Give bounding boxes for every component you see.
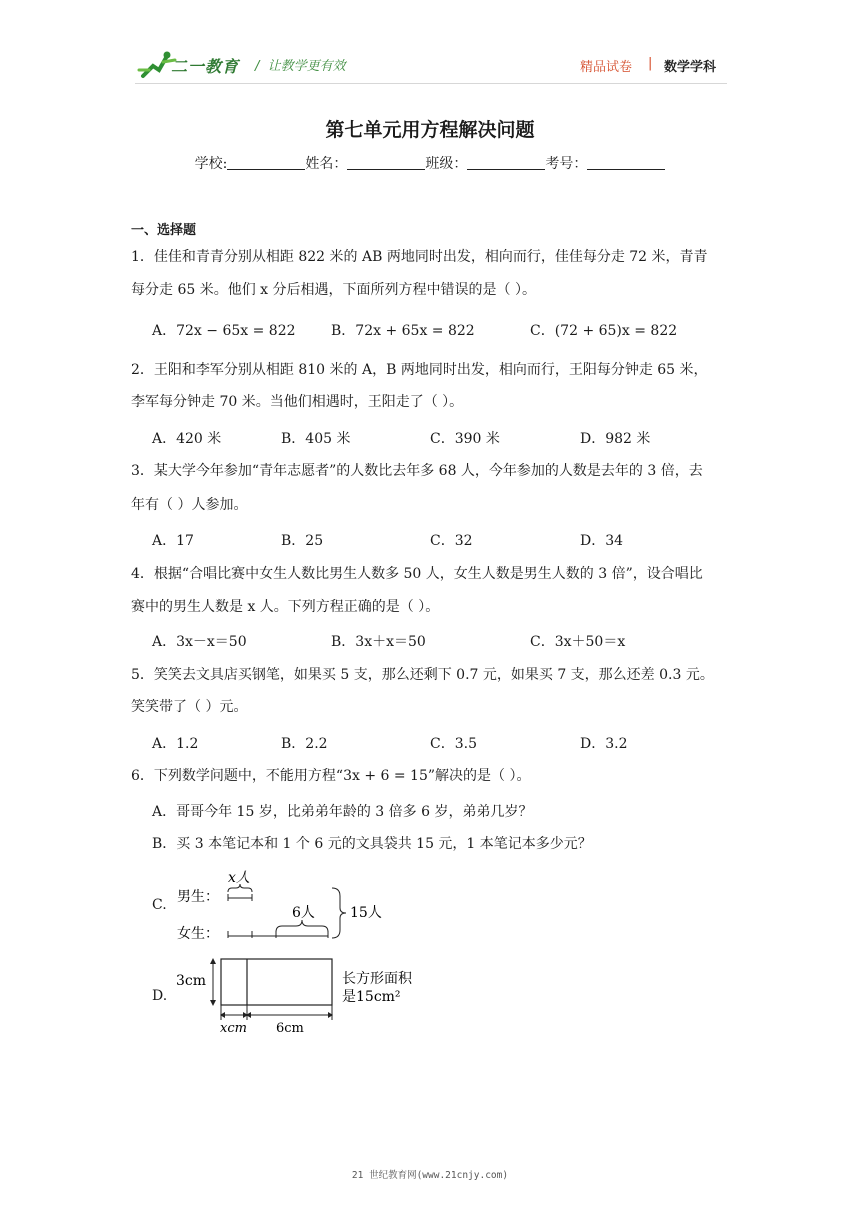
q5-option-d[interactable]: D．3.2 <box>580 736 628 752</box>
q5-option-a[interactable]: A．1.2 <box>152 736 199 752</box>
q1-option-b[interactable]: B．72x + 65x = 822 <box>331 323 475 339</box>
q4-option-c[interactable]: C．3x＋50＝x <box>530 634 626 650</box>
q3-option-d[interactable]: D．34 <box>580 533 624 549</box>
question-5-line-2: 笑笑带了（ ）元。 <box>131 699 248 715</box>
question-2-line-1: 2．王阳和李军分别从相距 810 米的 A，B 两地同时出发，相向而行，王阳每分钟走 65 米， <box>131 362 708 378</box>
diagram-d-arrowhead-down <box>210 1000 216 1006</box>
diagram-d-rect-outline <box>221 959 332 1005</box>
diagram-d-rectangle <box>170 952 440 1034</box>
q2-option-a[interactable]: A．420 米 <box>152 431 222 447</box>
q6-option-a[interactable]: A．哥哥今年 15 岁，比弟弟年龄的 3 倍多 6 岁，弟弟几岁？ <box>152 804 533 820</box>
info-number-label: 考号： <box>545 156 588 172</box>
q6-option-d[interactable]: D. <box>152 988 168 1004</box>
info-class-label: 班级： <box>425 156 468 172</box>
diagram-d-arrowhead-up <box>210 958 216 964</box>
question-3-line-1: 3．某大学今年参加“青年志愿者”的人数比去年多 68 人，今年参加的人数是去年的 3 倍，去 <box>131 463 703 479</box>
logo-text: 二一教育 <box>171 57 240 76</box>
diagram-c-six-label: 6人 <box>292 905 315 921</box>
student-info-line <box>0 153 860 173</box>
question-4-line-1: 4．根据“合唱比赛中女生人数比男生人数多 50 人，女生人数是男生人数的 3 倍”，设合唱比 <box>131 566 703 582</box>
diagram-c-segment-model <box>170 866 410 946</box>
diagram-c-six-brace <box>276 920 328 932</box>
question-1-line-1: 1．佳佳和青青分别从相距 822 米的 AB 两地同时出发，相向而行，佳佳每分走 72 米，青青 <box>131 249 708 265</box>
diagram-c-x-label: x人 <box>228 870 250 886</box>
q1-option-a[interactable]: A．72x − 65x = 822 <box>152 323 296 339</box>
section-title: 一、选择题 <box>131 223 197 238</box>
diagram-c-boy-label: 男生： <box>177 889 219 905</box>
diagram-c-total-brace <box>332 888 346 938</box>
q4-option-b[interactable]: B．3x＋x＝50 <box>331 634 426 650</box>
page-title: 第七单元用方程解决问题 <box>325 119 535 141</box>
info-school-label: 学校: <box>194 156 228 172</box>
info-name-label: 姓名： <box>305 156 348 172</box>
question-2-line-2: 李军每分钟走 70 米。当他们相遇时，王阳走了（ ）。 <box>131 394 464 410</box>
q6-option-c[interactable]: C. <box>152 897 167 913</box>
q2-option-c[interactable]: C．390 米 <box>430 431 500 447</box>
header-label: 精品试卷 <box>580 60 633 75</box>
name-blank[interactable] <box>347 155 425 170</box>
diagram-d-x-label: xcm <box>220 1021 247 1034</box>
number-blank[interactable] <box>587 155 665 170</box>
q5-option-b[interactable]: B．2.2 <box>281 736 328 752</box>
school-blank[interactable] <box>227 155 305 170</box>
q2-option-d[interactable]: D．982 米 <box>580 431 651 447</box>
question-4-line-2: 赛中的男生人数是 x 人。下列方程正确的是（ ）。 <box>131 599 440 615</box>
question-6-line-1: 6．下列数学问题中，不能用方程“3x + 6 = 15”解决的是（ ）。 <box>131 768 531 784</box>
q3-option-c[interactable]: C．32 <box>430 533 473 549</box>
diagram-d-area-line-2: 是15cm² <box>342 989 401 1005</box>
question-5-line-1: 5．笑笑去文具店买钢笔，如果买 5 支，那么还剩下 0.7 元，如果买 7 支，那么还差 0.3 元。 <box>131 667 714 683</box>
footer-source: 21 世纪教育网(www.21cnjy.com) <box>351 1170 509 1181</box>
header-divider-line <box>135 83 727 84</box>
diagram-d-width-label: 6cm <box>276 1021 304 1034</box>
q4-option-a[interactable]: A．3x－x＝50 <box>152 634 247 650</box>
diagram-c-girl-label: 女生： <box>177 926 219 942</box>
q5-option-c[interactable]: C．3.5 <box>430 736 477 752</box>
subject-label: 数学学科 <box>664 60 717 75</box>
q1-option-c[interactable]: C．(72 + 65)x = 822 <box>530 323 678 339</box>
diagram-d-height-label: 3cm <box>176 973 207 989</box>
question-3-line-2: 年有（ ）人参加。 <box>131 497 248 513</box>
q6-option-b[interactable]: B．买 3 本笔记本和 1 个 6 元的文具袋共 15 元，1 本笔记本多少元？ <box>152 836 592 852</box>
q2-option-b[interactable]: B．405 米 <box>281 431 351 447</box>
q3-option-a[interactable]: A．17 <box>152 533 194 549</box>
diagram-c-total-label: 15人 <box>350 905 382 921</box>
diagram-d-area-line-1: 长方形面积 <box>342 971 412 987</box>
q3-option-b[interactable]: B．25 <box>281 533 324 549</box>
slogan: / 让教学更有效 <box>255 59 346 74</box>
header-divider: | <box>648 56 653 71</box>
class-blank[interactable] <box>467 155 545 170</box>
question-1-line-2: 每分走 65 米。他们 x 分后相遇，下面所列方程中错误的是（ ）。 <box>131 282 536 298</box>
